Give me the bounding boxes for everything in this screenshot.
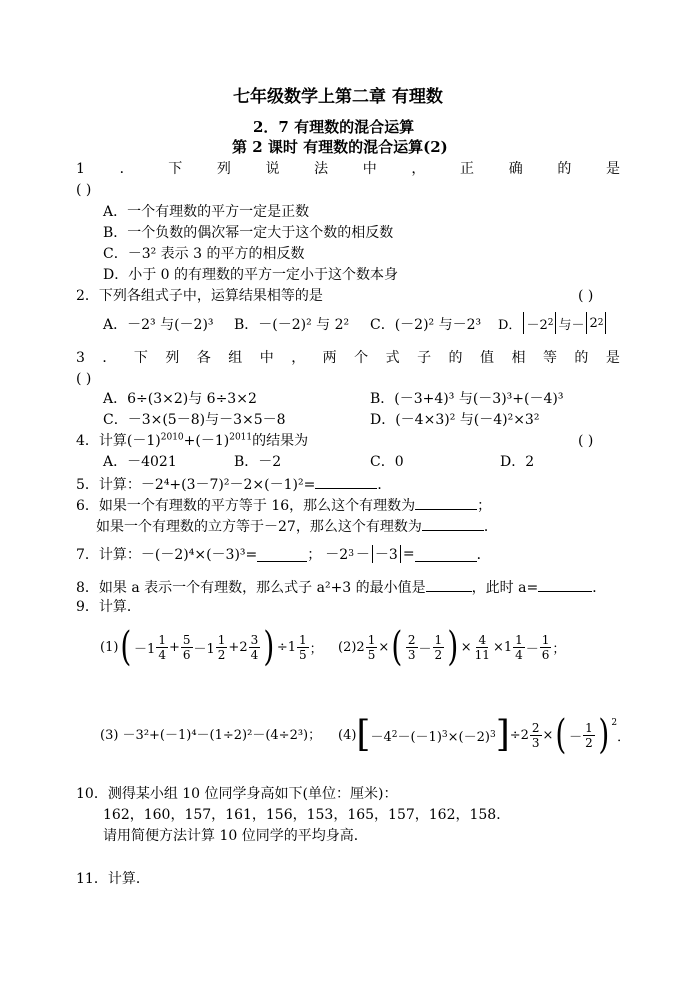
q9-part1-label: (1) bbox=[100, 639, 119, 655]
q3-stem-token: 两 bbox=[322, 350, 337, 366]
section-title: 2．7 有理数的混合运算 bbox=[253, 118, 415, 136]
q1-stem bbox=[76, 160, 620, 178]
q6-line2-text: 如果一个有理数的立方等于－27，那么这个有理数为 bbox=[96, 519, 422, 535]
paren-open: ( bbox=[555, 712, 567, 758]
q7-end: ． bbox=[476, 547, 491, 563]
q6-line2 bbox=[96, 516, 498, 536]
abs-bar-left-2 bbox=[586, 312, 587, 334]
q3-stem-token: 子 bbox=[417, 350, 432, 366]
q7-b4: = bbox=[402, 546, 415, 562]
abs-bar-right bbox=[555, 312, 556, 334]
q4-stem bbox=[76, 432, 308, 450]
q6-line1-end: ； bbox=[477, 498, 492, 514]
q1-paren: ( ) bbox=[76, 182, 92, 198]
q1-stem-token: 列 bbox=[216, 161, 231, 177]
q7-expr-a: 7．计算：－(－2)⁴×(－3)³= bbox=[76, 547, 258, 563]
q4-paren: ( ) bbox=[578, 433, 594, 449]
q3-stem-token: 是 bbox=[605, 350, 620, 366]
q6-line2-end: ． bbox=[483, 519, 498, 535]
q4-option-b: B．－2 bbox=[234, 454, 282, 470]
q1-stem-token: 确 bbox=[508, 161, 523, 177]
q1-stem-token: ． bbox=[119, 161, 134, 177]
q6-line1-text: 6．如果一个有理数的平方等于 16，那么这个有理数为 bbox=[76, 498, 416, 514]
q3-stem-token: 3 bbox=[76, 350, 85, 366]
q9-part3: (3) －3²+(－1)⁴－(1÷2)²－(4÷2³)； bbox=[100, 728, 322, 743]
q8-end: ． bbox=[592, 580, 607, 596]
paren-open: ( bbox=[391, 624, 403, 670]
paren-close: ) bbox=[447, 624, 459, 670]
q4-exp2: 2011 bbox=[229, 432, 253, 443]
q3-stem bbox=[76, 349, 620, 367]
q8-mid: ，此时 a= bbox=[471, 580, 539, 596]
q3-stem-token: 的 bbox=[574, 350, 589, 366]
q7-sep: ； bbox=[307, 547, 322, 563]
paren-close: ) bbox=[263, 624, 275, 670]
q3-stem-token: 式 bbox=[385, 350, 400, 366]
q3-option-a: A．6÷(3×2)与 6÷3×2 bbox=[103, 391, 257, 407]
q8-expr: 8．如果 a 表示一个有理数，那么式子 a²+3 的最小值是 bbox=[76, 580, 426, 596]
q3-stem-token: 等 bbox=[542, 350, 557, 366]
q1-stem-token: 的 bbox=[557, 161, 572, 177]
q1-option-a: A．一个有理数的平方一定是正数 bbox=[103, 204, 310, 220]
q4-option-a: A．－4021 bbox=[103, 454, 177, 470]
q2-option-d-label: D． bbox=[498, 317, 522, 333]
q1-stem-token: ， bbox=[411, 161, 426, 177]
q9-part4-label: (4) bbox=[338, 727, 357, 743]
q5-answer-blank[interactable] bbox=[315, 474, 377, 489]
q1-stem-token: 说 bbox=[265, 161, 280, 177]
q3-stem-token: 的 bbox=[448, 350, 463, 366]
q4-stem-c: 的结果为 bbox=[252, 433, 309, 449]
q2-paren: ( ) bbox=[578, 288, 594, 304]
q6-answer-blank-1[interactable] bbox=[415, 495, 477, 510]
q1-option-b: B．一个负数的偶次幂一定大于这个数的相反数 bbox=[103, 225, 394, 241]
q2-option-c: C．(－2)² 与－2³ bbox=[370, 317, 482, 333]
q1-option-d: D．小于 0 的有理数的平方一定小于这个数本身 bbox=[103, 267, 399, 283]
q10-data: 162，160，157，161，156，153，165，157，162，158． bbox=[103, 807, 511, 823]
paren-open: ( bbox=[120, 624, 132, 670]
q10-stem: 10．测得某小组 10 位同学身高如下(单位：厘米)： bbox=[76, 786, 398, 802]
abs-bar-right-2 bbox=[605, 312, 606, 334]
q1-stem-token: 1 bbox=[76, 161, 85, 177]
q1-stem-token: 法 bbox=[314, 161, 329, 177]
q7-answer-blank-1[interactable] bbox=[257, 547, 307, 562]
lesson-title: 第 2 课时 有理数的混合运算(2) bbox=[232, 138, 448, 156]
q2-option-a: A．－2³ 与(－2)³ bbox=[103, 317, 214, 333]
q3-stem-token: 相 bbox=[511, 350, 526, 366]
q3-stem-token: ． bbox=[102, 350, 117, 366]
q9-stem: 9．计算． bbox=[76, 599, 141, 615]
q8-answer-blank-2[interactable] bbox=[538, 577, 592, 592]
q3-option-b: B．(－3+4)³ 与(－3)³+(－4)³ bbox=[370, 391, 564, 407]
q6-line1 bbox=[76, 495, 491, 515]
q11-stem: 11．计算． bbox=[76, 871, 150, 887]
paren-close: ) bbox=[598, 712, 609, 758]
q1-stem-token: 下 bbox=[168, 161, 183, 177]
abs-bar-right-q7 bbox=[400, 545, 401, 563]
q5-text bbox=[76, 474, 391, 494]
q9-part2: (2) 2 $\frac{1}{5}$ × ( $\frac{2}{3}$ － $\frac{1}{2}$ ) × $\frac{4}{11}$ ×1 $\frac{1}{4}$ － $\frac{1}{6}$ ； bbox=[338, 624, 566, 670]
q7-b2: － bbox=[355, 547, 370, 563]
q5-end: ． bbox=[377, 477, 392, 493]
q5-expression: 5．计算：－2⁴+(3－7)²－2×(－1)²= bbox=[76, 477, 316, 493]
q4-stem-a: 4．计算(－1) bbox=[76, 433, 161, 449]
q9-part4: (4) [ －4 2 －(－1) 3 ×(－2) 3 ] ÷2 $\frac{2}{3}$ × ( － $\frac{1}{2}$ ) $^2$ ． bbox=[338, 712, 631, 758]
q2-stem: 2．下列各组式子中，运算结果相等的是 bbox=[76, 288, 323, 304]
abs-bar-left-q7 bbox=[372, 545, 373, 563]
q3-stem-token: 组 bbox=[228, 350, 243, 366]
q8-answer-blank-1[interactable] bbox=[426, 577, 472, 592]
q3-option-d: D．(－4×3)² 与(－4)²×3² bbox=[370, 412, 540, 428]
q1-stem-token: 中 bbox=[362, 161, 377, 177]
q7-b3: －3 bbox=[374, 547, 398, 563]
q3-stem-token: 值 bbox=[480, 350, 495, 366]
q3-stem-token: 列 bbox=[165, 350, 180, 366]
q2-option-d: D． －2 2 与－ 2 2 bbox=[498, 312, 608, 334]
q4-option-d: D．2 bbox=[500, 454, 535, 470]
q1-option-c: C．－3² 表示 3 的平方的相反数 bbox=[103, 246, 305, 262]
bracket-open: [ bbox=[356, 714, 371, 755]
q3-stem-token: 个 bbox=[354, 350, 369, 366]
q9-part1: (1) ( －1 $\frac{1}{4}$ + $\frac{5}{6}$ －1 $\frac{1}{2}$ +2 $\frac{3}{4}$ ) ÷1 $\frac{1}{5}$ ； bbox=[100, 624, 323, 670]
q3-stem-token: 中 bbox=[259, 350, 274, 366]
q4-option-c: C．0 bbox=[370, 454, 404, 470]
bracket-close: ] bbox=[495, 714, 510, 755]
q2-d-mid: 与－ bbox=[558, 317, 585, 333]
q7-text: 7．计算：－(－2)⁴×(－3)³= ； －2 3 － －3 = ． bbox=[76, 546, 491, 563]
q9-part2-label: (2) bbox=[338, 639, 357, 655]
q7-b1: －2 bbox=[325, 547, 349, 563]
q2-option-b: B．－(－2)² 与 2² bbox=[234, 317, 350, 333]
q3-paren: ( ) bbox=[76, 371, 92, 387]
q2-d-term-a: －2 bbox=[526, 317, 548, 333]
q3-stem-token: ， bbox=[291, 350, 306, 366]
q4-exp1: 2010 bbox=[160, 432, 184, 443]
q3-stem-token: 下 bbox=[133, 350, 148, 366]
q1-stem-token: 是 bbox=[605, 161, 620, 177]
q4-stem-b: +(－1) bbox=[183, 433, 230, 449]
q3-option-c: C．－3×(5－8)与－3×5－8 bbox=[103, 412, 286, 428]
page-title: 七年级数学上第二章 有理数 bbox=[233, 87, 443, 107]
q1-stem-token: 正 bbox=[460, 161, 475, 177]
q2-d-term-b: 2 bbox=[589, 315, 598, 331]
q3-stem-token: 各 bbox=[196, 350, 211, 366]
q6-answer-blank-2[interactable] bbox=[422, 516, 484, 531]
q7-answer-blank-2[interactable] bbox=[415, 547, 477, 562]
q10-ask: 请用简便方法计算 10 位同学的平均身高． bbox=[103, 828, 368, 844]
abs-bar-left bbox=[523, 312, 524, 334]
q8-text bbox=[76, 577, 606, 597]
